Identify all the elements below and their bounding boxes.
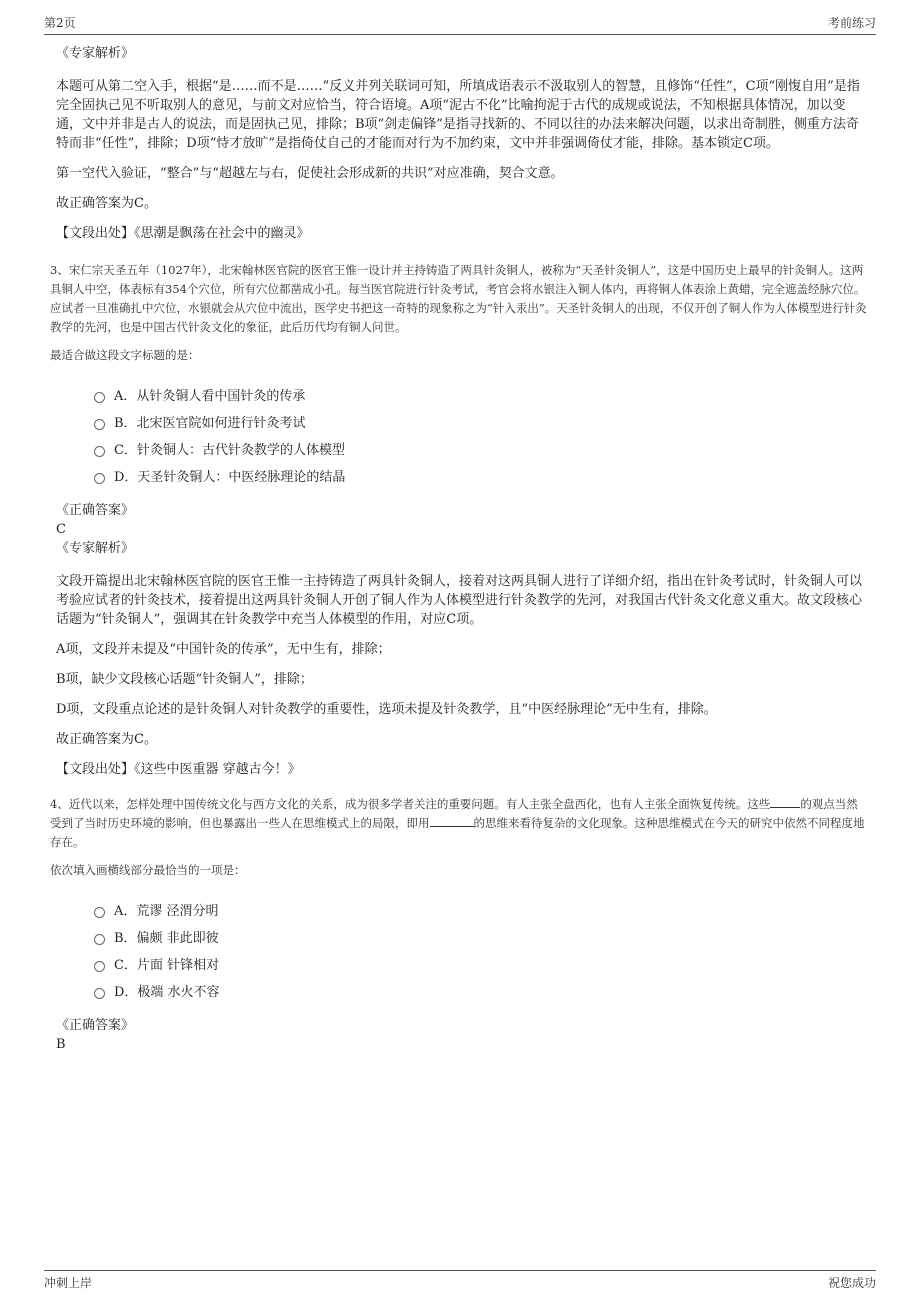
page-header bbox=[44, 14, 876, 35]
option-d[interactable] bbox=[94, 977, 868, 1004]
q3-source: 【文段出处】《这些中医重器 穿越古今！》 bbox=[56, 762, 301, 777]
option-label: B．偏颇 非此即彼 bbox=[114, 931, 219, 946]
question-3-options bbox=[94, 381, 868, 489]
document-body bbox=[50, 44, 868, 1054]
q2-analysis-paragraph: 本题可从第二空入手，根据“是……而不是……”反义并列关联词可知，所填成语表示不汲取别人的智慧，且修饰“任性”，C项“刚愎自用”是指完全固执己见不听取别人的意见，与前文对应恰当，符合语境。A项“泥古不化”比喻拘泥于古代的成规或说法，不知根据具体情况，加以变通，文中并非是古人的说法，而是固执己见，排除；B项“剑走偏锋”是指寻找新的、不同以往的办法来解决问题，以求出奇制胜，侧重方法奇特而非“任性”，排除；D项“恃才放旷”是指倚仗自己的才能而对行为不加约束，文中并非强调倚仗才能，排除。基本锁定C项。 bbox=[56, 79, 860, 151]
radio-icon[interactable] bbox=[94, 473, 105, 484]
correct-answer-label: 《正确答案》 bbox=[56, 1018, 135, 1033]
fill-blank-2 bbox=[430, 814, 474, 827]
question-3-prompt: 最适合做这段文字标题的是： bbox=[50, 348, 200, 362]
expert-analysis-label: 《专家解析》 bbox=[56, 541, 135, 556]
q3-analysis-paragraph: D项，文段重点论述的是针灸铜人对针灸教学的重要性，选项未提及针灸教学，且“中医经脉理论”无中生有，排除。 bbox=[56, 702, 717, 717]
radio-icon[interactable] bbox=[94, 934, 105, 945]
radio-icon[interactable] bbox=[94, 961, 105, 972]
footer-right-text: 祝您成功 bbox=[827, 1276, 876, 1290]
footer-left-text: 冲刺上岸 bbox=[44, 1276, 93, 1290]
q4-text-part: 的思维来看待复杂的文化现象。这种思维模式在今天的研究中依然不同程度地存在。 bbox=[50, 816, 865, 849]
question-4-prompt: 依次填入画横线部分最恰当的一项是： bbox=[50, 863, 246, 877]
option-a[interactable] bbox=[94, 381, 868, 408]
radio-icon[interactable] bbox=[94, 392, 105, 403]
q3-answer-statement: 故正确答案为C。 bbox=[56, 732, 157, 747]
option-b[interactable] bbox=[94, 408, 868, 435]
question-3-text: 3、宋仁宗天圣五年（1027年），北宋翰林医官院的医官王惟一设计并主持铸造了两具针灸铜人，被称为“天圣针灸铜人”，这是中国历史上最早的针灸铜人。这两具铜人中空，体表标有354个穴位，所有穴位都凿成小孔。每当医官院进行针灸考试，考官会将水银注入铜人体内，再将铜人体表涂上黄蜡，完全遮盖经脉穴位。应试者一旦准确扎中穴位，水银就会从穴位中流出，医学史书把这一奇特的现象称之为“针入汞出”。天圣针灸铜人的出现，不仅开创了铜人作为人体模型进行针灸教学的先河，也是中国古代针灸文化的象征，此后历代均有铜人问世。 bbox=[50, 263, 867, 334]
q2-answer-statement: 故正确答案为C。 bbox=[56, 196, 157, 211]
option-c[interactable] bbox=[94, 435, 868, 462]
q4-text-part: 4、近代以来，怎样处理中国传统文化与西方文化的关系，成为很多学者关注的重要问题。有人主张全盘西化，也有人主张全面恢复传统。这些 bbox=[50, 797, 771, 811]
page-number: 第2页 bbox=[44, 16, 76, 30]
q4-text-part: 的观点当然受到了当时历史环境的影响，但也暴露出一些人在思维模式上的局限，即用 bbox=[50, 797, 858, 830]
correct-answer-value: C bbox=[56, 522, 66, 537]
q2-analysis-paragraph: 第一空代入验证，“整合”与“超越左与右，促使社会形成新的共识”对应准确，契合文意。 bbox=[56, 166, 564, 181]
option-label: A．荒谬 泾渭分明 bbox=[114, 904, 219, 919]
option-label: A．从针灸铜人看中国针灸的传承 bbox=[114, 389, 306, 404]
option-label: C．针灸铜人：古代针灸教学的人体模型 bbox=[114, 443, 345, 458]
option-label: D．天圣针灸铜人：中医经脉理论的结晶 bbox=[114, 470, 346, 485]
option-label: C．片面 针锋相对 bbox=[114, 958, 220, 973]
correct-answer-label: 《正确答案》 bbox=[56, 503, 135, 518]
q2-source: 【文段出处】《思潮是飘荡在社会中的幽灵》 bbox=[56, 226, 310, 241]
question-4-text bbox=[50, 795, 868, 852]
radio-icon[interactable] bbox=[94, 419, 105, 430]
header-title: 考前练习 bbox=[827, 16, 876, 30]
option-label: B．北宋医官院如何进行针灸考试 bbox=[114, 416, 306, 431]
option-b[interactable] bbox=[94, 923, 868, 950]
page-footer bbox=[44, 1270, 876, 1291]
question-4-options bbox=[94, 896, 868, 1004]
fill-blank-1 bbox=[770, 795, 800, 808]
option-d[interactable] bbox=[94, 462, 868, 489]
q3-analysis-paragraph: A项，文段并未提及“中国针灸的传承”，无中生有，排除； bbox=[56, 642, 391, 657]
radio-icon[interactable] bbox=[94, 446, 105, 457]
option-a[interactable] bbox=[94, 896, 868, 923]
q3-analysis-paragraph: 文段开篇提出北宋翰林医官院的医官王惟一主持铸造了两具针灸铜人，接着对这两具铜人进行了详细介绍，指出在针灸考试时，针灸铜人可以考验应试者的针灸技术，接着提出这两具针灸铜人开创了铜人作为人体模型进行针灸教学的先河，对我国古代针灸文化意义重大。故文段核心话题为“针灸铜人”，强调其在针灸教学中充当人体模型的作用，对应C项。 bbox=[56, 574, 863, 627]
option-c[interactable] bbox=[94, 950, 868, 977]
correct-answer-value: B bbox=[56, 1037, 66, 1052]
radio-icon[interactable] bbox=[94, 907, 105, 918]
radio-icon[interactable] bbox=[94, 988, 105, 999]
expert-analysis-label: 《专家解析》 bbox=[56, 46, 135, 61]
q3-analysis-paragraph: B项，缺少文段核心话题“针灸铜人”，排除； bbox=[56, 672, 313, 687]
option-label: D．极端 水火不容 bbox=[114, 985, 220, 1000]
